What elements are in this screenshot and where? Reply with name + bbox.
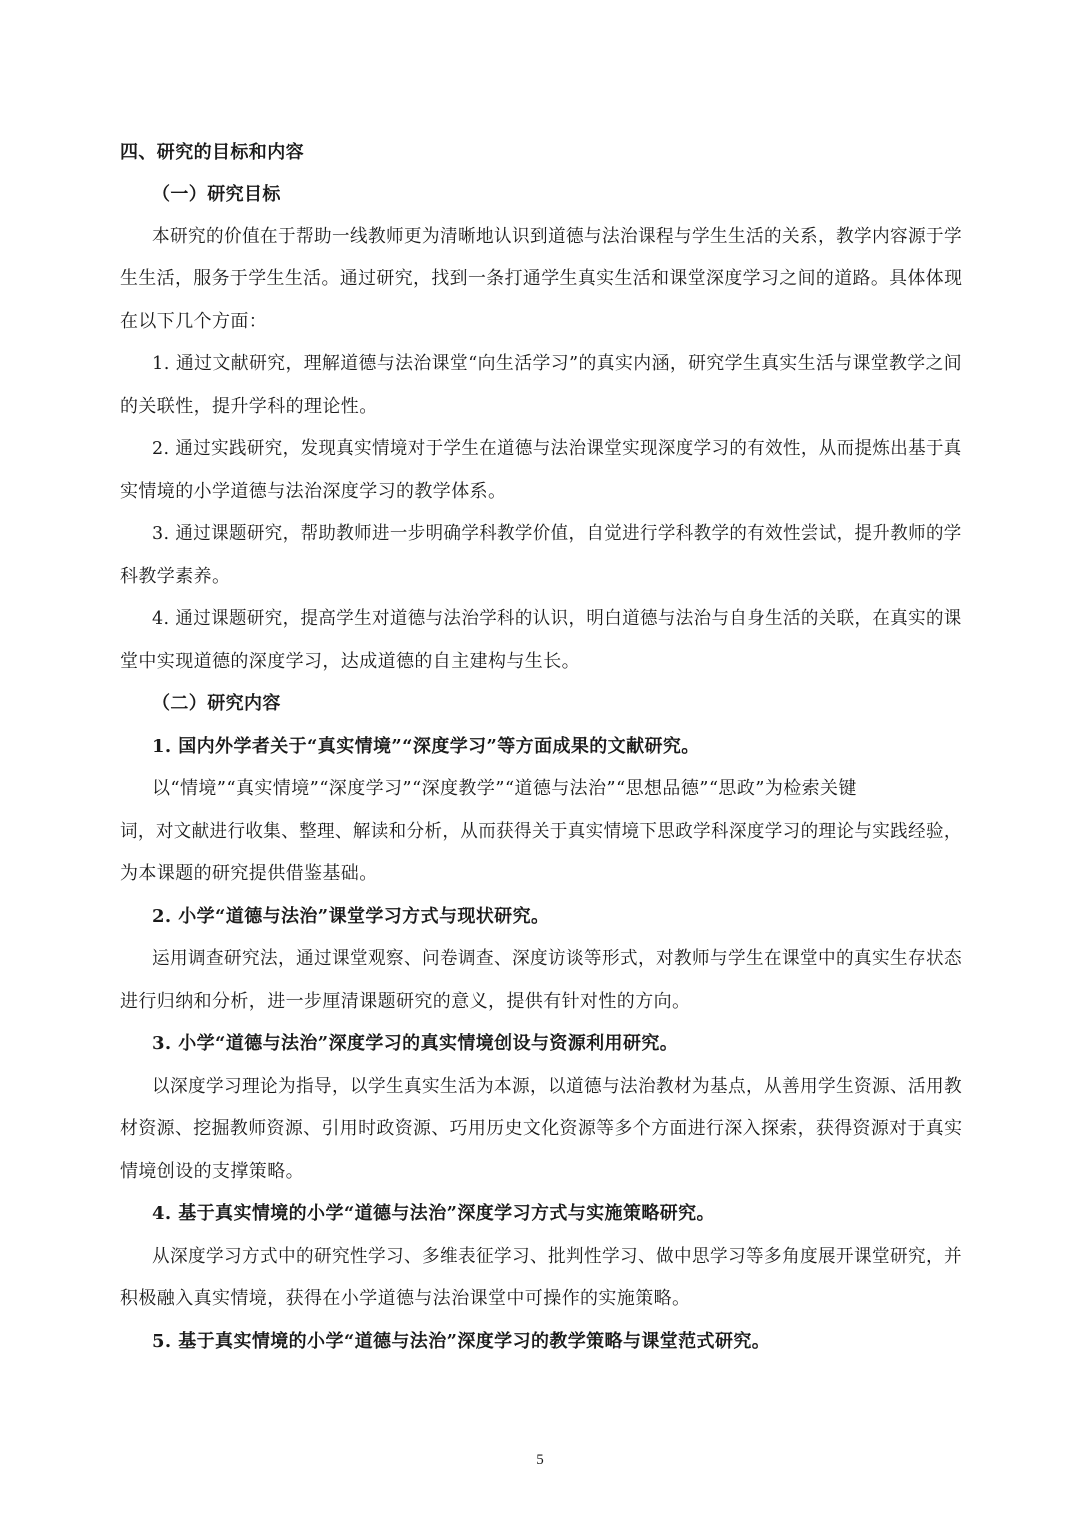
paragraph-line: 以深度学习理论为指导，以学生真实生活为本源，以道德与法治教材为基点，从善用学生资源、活用教 [152,1076,963,1097]
list-item-line: 科教学素养。 [120,566,231,587]
content-item-heading: 1. 国内外学者关于“真实情境”“深度学习”等方面成果的文献研究。 [152,736,700,757]
paragraph-line: 为本课题的研究提供借鉴基础。 [120,863,378,884]
content-item-heading: 3. 小学“道德与法治”深度学习的真实情境创设与资源利用研究。 [152,1033,679,1054]
content-item-heading: 5. 基于真实情境的小学“道德与法治”深度学习的教学策略与课堂范式研究。 [152,1331,771,1352]
paragraph-line: 以“情境”“真实情境”“深度学习”“深度教学”“道德与法治”“思想品德”“思政”为检索关键 [152,778,857,799]
paragraph-line: 材资源、挖掘教师资源、引用时政资源、巧用历史文化资源等多个方面进行深入探索，获得资源对于真实 [120,1118,963,1139]
subsection-heading: （二）研究内容 [152,693,281,714]
list-item-line: 2. 通过实践研究，发现真实情境对于学生在道德与法治课堂实现深度学习的有效性，从而提炼出基于真 [152,438,962,459]
section-heading: 四、研究的目标和内容 [120,142,304,163]
list-item-line: 的关联性，提升学科的理论性。 [120,396,378,417]
paragraph-line: 本研究的价值在于帮助一线教师更为清晰地认识到道德与法治课程与学生生活的关系，教学内容源于学 [152,226,963,247]
paragraph-line: 进行归纳和分析，进一步厘清课题研究的意义，提供有针对性的方向。 [120,991,691,1012]
content-item-heading: 4. 基于真实情境的小学“道德与法治”深度学习方式与实施策略研究。 [152,1203,715,1224]
list-item-line: 3. 通过课题研究，帮助教师进一步明确学科教学价值，自觉进行学科教学的有效性尝试，提升教师的学 [152,523,962,544]
paragraph-line: 运用调查研究法，通过课堂观察、问卷调查、深度访谈等形式，对教师与学生在课堂中的真实生存状态 [152,948,963,969]
page-number: 5 [536,1452,544,1468]
paragraph-line: 生生活，服务于学生生活。通过研究，找到一条打通学生真实生活和课堂深度学习之间的道路。具体体现 [120,268,963,289]
list-item-line: 堂中实现道德的深度学习，达成道德的自主建构与生长。 [120,651,580,672]
list-item-line: 实情境的小学道德与法治深度学习的教学体系。 [120,481,507,502]
subsection-heading: （一）研究目标 [152,184,281,205]
content-item-heading: 2. 小学“道德与法治”课堂学习方式与现状研究。 [152,906,550,927]
paragraph-line: 积极融入真实情境，获得在小学道德与法治课堂中可操作的实施策略。 [120,1288,691,1309]
paragraph-line: 情境创设的支撑策略。 [120,1161,304,1182]
list-item-line: 4. 通过课题研究，提高学生对道德与法治学科的认识，明白道德与法治与自身生活的关联，在真实的课 [152,608,962,629]
paragraph-line: 词，对文献进行收集、整理、解读和分析，从而获得关于真实情境下思政学科深度学习的理论与实践经验， [120,821,962,842]
paragraph-line: 在以下几个方面： [120,311,268,332]
paragraph-line: 从深度学习方式中的研究性学习、多维表征学习、批判性学习、做中思学习等多角度展开课堂研究，并 [152,1246,963,1267]
list-item-line: 1. 通过文献研究，理解道德与法治课堂“向生活学习”的真实内涵，研究学生真实生活与课堂教学之间 [152,353,963,374]
